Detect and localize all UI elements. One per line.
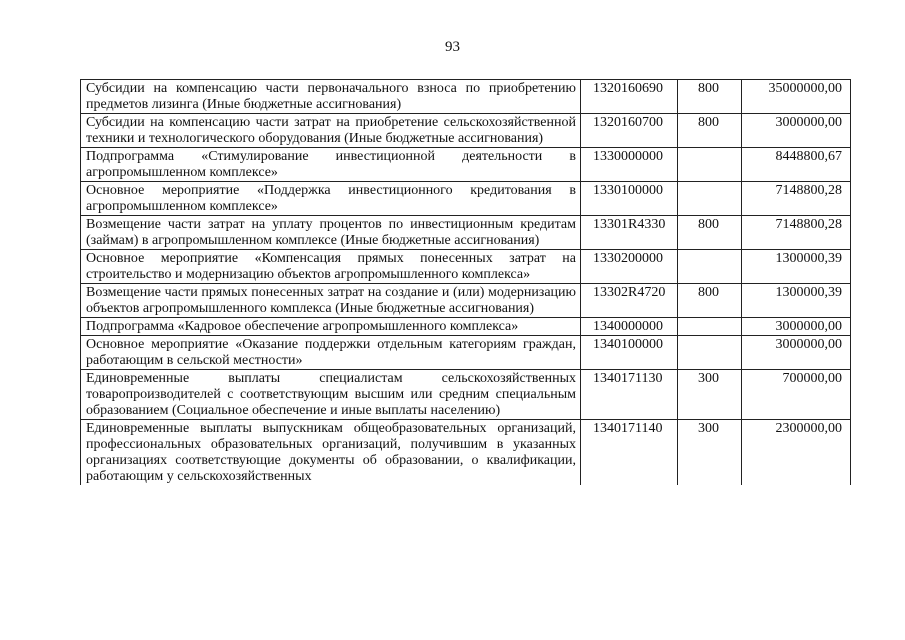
row-code: 1330000000 [581,148,678,182]
table-row [81,370,851,420]
row-description: Подпрограмма «Кадровое обеспечение агропромышленного комплекса» [81,318,581,336]
table-row [81,114,851,148]
row-amount: 2300000,00 [742,420,851,486]
row-description: Основное мероприятие «Компенсация прямых понесенных затрат на строительство и модернизацию объектов агропромышленного комплекса» [81,250,581,284]
row-amount: 35000000,00 [742,80,851,114]
row-code: 1340000000 [581,318,678,336]
row-expense-type [678,148,742,182]
table-row [81,420,851,486]
row-amount: 3000000,00 [742,114,851,148]
row-amount: 1300000,39 [742,284,851,318]
row-expense-type: 300 [678,370,742,420]
row-expense-type: 800 [678,216,742,250]
row-description: Возмещение части прямых понесенных затрат на создание и (или) модернизацию объектов агропромышленного комплекса (Иные бюджетные ассигнования) [81,284,581,318]
row-expense-type [678,336,742,370]
table-row [81,250,851,284]
row-code: 1340100000 [581,336,678,370]
row-code: 13301R4330 [581,216,678,250]
row-amount: 7148800,28 [742,182,851,216]
row-amount: 7148800,28 [742,216,851,250]
table-row [81,182,851,216]
page-number: 93 [445,39,460,55]
row-code: 1340171140 [581,420,678,486]
budget-table [80,79,851,485]
row-description: Единовременные выплаты специалистам сельскохозяйственных товаропроизводителей с соответствующим высшим или средним специальным образованием (Социальное обеспечение и иные выплаты населению) [81,370,581,420]
row-code: 1320160700 [581,114,678,148]
row-code: 1330200000 [581,250,678,284]
row-description: Единовременные выплаты выпускникам общеобразовательных организаций, профессиональных образовательных организаций, получившим в указанных организациях соответствующие документы об образовании, о квалификации, работающим у сельскохозяйственных [81,420,581,486]
table-row [81,80,851,114]
table-row [81,148,851,182]
row-code: 13302R4720 [581,284,678,318]
row-expense-type: 800 [678,284,742,318]
row-code: 1330100000 [581,182,678,216]
table-row [81,318,851,336]
row-expense-type: 300 [678,420,742,486]
row-expense-type [678,250,742,284]
row-amount: 1300000,39 [742,250,851,284]
row-description: Возмещение части затрат на уплату процентов по инвестиционным кредитам (займам) в агропромышленном комплексе (Иные бюджетные ассигнования) [81,216,581,250]
row-amount: 700000,00 [742,370,851,420]
row-description: Основное мероприятие «Поддержка инвестиционного кредитования в агропромышленном комплексе» [81,182,581,216]
row-description: Субсидии на компенсацию части затрат на приобретение сельскохозяйственной техники и технологического оборудования (Иные бюджетные ассигнования) [81,114,581,148]
table-row [81,336,851,370]
row-expense-type [678,182,742,216]
table-row [81,284,851,318]
row-amount: 8448800,67 [742,148,851,182]
row-code: 1340171130 [581,370,678,420]
row-expense-type [678,318,742,336]
row-code: 1320160690 [581,80,678,114]
row-expense-type: 800 [678,80,742,114]
row-expense-type: 800 [678,114,742,148]
row-description: Субсидии на компенсацию части первоначального взноса по приобретению предметов лизинга (Иные бюджетные ассигнования) [81,80,581,114]
row-amount: 3000000,00 [742,336,851,370]
table-row [81,216,851,250]
row-amount: 3000000,00 [742,318,851,336]
row-description: Подпрограмма «Стимулирование инвестиционной деятельности в агропромышленном комплексе» [81,148,581,182]
row-description: Основное мероприятие «Оказание поддержки отдельным категориям граждан, работающим в сельской местности» [81,336,581,370]
